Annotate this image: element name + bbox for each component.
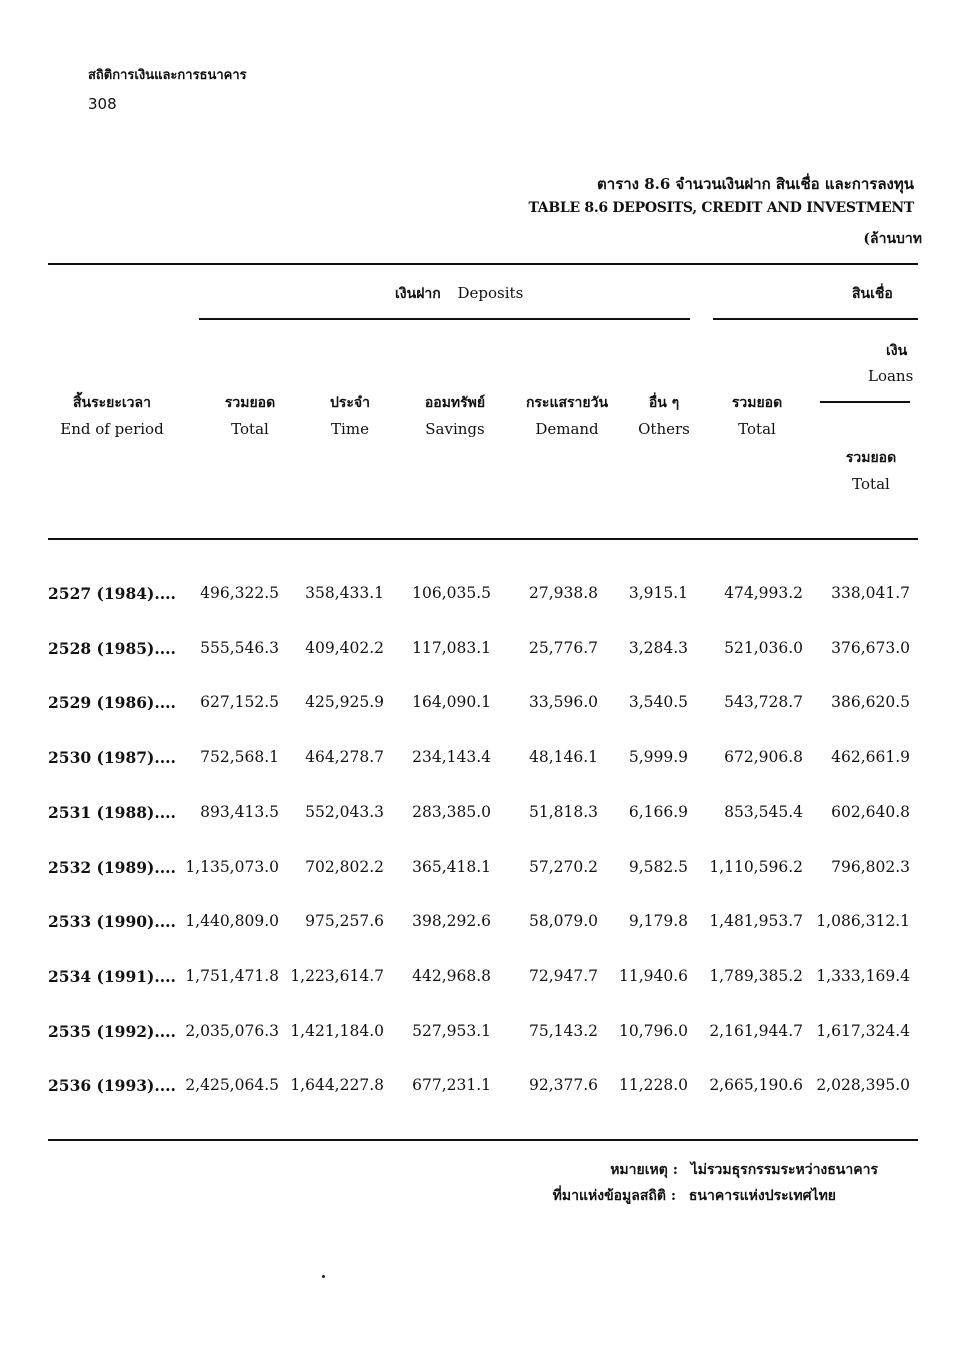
table-title-english: TABLE 8.6 DEPOSITS, CREDIT AND INVESTMENT — [528, 200, 914, 216]
column-header-savings-thai: ออมทรัพย์ — [424, 395, 486, 411]
credit-group-rule — [713, 318, 918, 320]
table-cell: 365,418.1 — [412, 857, 491, 876]
row-period: 2527 (1984).... — [48, 584, 176, 603]
table-cell: 58,079.0 — [528, 912, 598, 931]
remark-line — [610, 1159, 878, 1181]
table-cell: 702,802.2 — [305, 857, 384, 876]
table-cell: 496,322.5 — [200, 584, 279, 602]
table-cell: 796,802.3 — [831, 857, 910, 876]
column-header-loans-total-english: Total — [852, 475, 890, 493]
column-header-savings — [405, 392, 505, 438]
table-cell: 11,940.6 — [618, 966, 688, 985]
column-header-period-english: End of period — [60, 420, 164, 438]
column-header-credit-total — [712, 392, 802, 438]
table-cell: 474,993.2 — [724, 584, 803, 602]
table-cell: 2,028,395.0 — [816, 1076, 910, 1095]
table-cell: 234,143.4 — [412, 748, 491, 767]
table-cell: 853,545.4 — [724, 802, 803, 821]
column-header-loans-total-thai: รวมยอด — [845, 450, 897, 466]
table-cell: 552,043.3 — [305, 802, 384, 821]
deposits-group-rule — [199, 318, 690, 320]
row-period: 2532 (1989).... — [48, 857, 176, 877]
row-period: 2533 (1990).... — [48, 912, 176, 932]
column-header-period — [56, 392, 168, 438]
table-cell: 3,915.1 — [628, 584, 688, 602]
stray-mark — [322, 1275, 325, 1278]
source-text: ธนาคารแห่งประเทศไทย — [688, 1188, 836, 1204]
credit-group-header: สินเชื่อ — [852, 286, 893, 302]
table-cell: 1,481,953.7 — [709, 912, 803, 931]
row-period: 2536 (1993).... — [48, 1076, 176, 1096]
source-label: ที่มาแห่งข้อมูลสถิติ : — [552, 1188, 677, 1204]
table-cell: 1,421,184.0 — [290, 1021, 384, 1040]
table-cell: 6,166.9 — [628, 802, 688, 821]
column-header-time-english: Time — [331, 420, 369, 438]
running-header: สถิติการเงินและการธนาคาร — [88, 68, 247, 83]
column-header-deposits-total-english: Total — [231, 420, 269, 438]
table-cell: 409,402.2 — [305, 638, 384, 657]
table-cell: 627,152.5 — [200, 693, 279, 712]
table-cell: 2,035,076.3 — [185, 1021, 279, 1040]
column-header-savings-english: Savings — [425, 420, 485, 438]
page-number: 308 — [88, 95, 117, 113]
table-header-rule — [48, 538, 918, 540]
table-cell: 3,540.5 — [628, 693, 688, 712]
table-cell: 117,083.1 — [412, 638, 491, 657]
table-cell: 5,999.9 — [628, 748, 688, 767]
loans-subgroup-rule — [820, 401, 910, 403]
table-cell: 2,665,190.6 — [709, 1076, 803, 1095]
column-header-credit-total-english: Total — [738, 420, 776, 438]
column-header-deposits-total — [205, 392, 295, 438]
table-cell: 33,596.0 — [528, 693, 598, 712]
table-cell: 1,110,596.2 — [709, 857, 803, 876]
column-header-deposits-total-thai: รวมยอด — [224, 395, 276, 411]
column-header-demand — [515, 392, 619, 438]
table-cell: 975,257.6 — [305, 912, 384, 931]
row-period: 2530 (1987).... — [48, 748, 176, 768]
row-period: 2531 (1988).... — [48, 802, 176, 822]
table-cell: 442,968.8 — [412, 966, 491, 985]
table-cell: 1,617,324.4 — [816, 1021, 910, 1040]
table-title-thai: ตาราง 8.6 จำนวนเงินฝาก สินเชื่อ และการลงทุน — [597, 175, 914, 193]
table-cell: 1,644,227.8 — [290, 1076, 384, 1095]
row-period: 2528 (1985).... — [48, 638, 176, 658]
table-cell: 11,228.0 — [618, 1076, 688, 1095]
table-cell: 57,270.2 — [528, 857, 598, 876]
table-cell: 106,035.5 — [412, 584, 491, 602]
table-cell: 1,789,385.2 — [709, 966, 803, 985]
column-header-credit-total-thai: รวมยอด — [731, 395, 783, 411]
table-cell: 602,640.8 — [831, 802, 910, 821]
deposits-group-header — [395, 283, 523, 305]
table-cell: 1,333,169.4 — [816, 966, 910, 985]
remark-text: ไม่รวมธุรกรรมระหว่างธนาคาร — [690, 1162, 878, 1178]
table-cell: 1,135,073.0 — [185, 857, 279, 876]
table-cell: 27,938.8 — [528, 584, 598, 602]
column-header-time — [305, 392, 395, 438]
table-cell: 92,377.6 — [528, 1076, 598, 1095]
table-unit: (ล้านบาท — [863, 231, 922, 247]
table-cell: 543,728.7 — [724, 693, 803, 712]
table-cell: 9,179.8 — [628, 912, 688, 931]
table-cell: 72,947.7 — [528, 966, 598, 985]
table-cell: 3,284.3 — [628, 638, 688, 657]
remark-label: หมายเหตุ : — [610, 1162, 678, 1178]
table-cell: 51,818.3 — [528, 802, 598, 821]
column-header-others-thai: อื่น ๆ — [648, 395, 680, 411]
column-header-time-thai: ประจำ — [330, 395, 370, 411]
table-cell: 677,231.1 — [412, 1076, 491, 1095]
table-bottom-rule — [48, 1139, 918, 1141]
table-cell: 752,568.1 — [200, 748, 279, 767]
table-top-rule — [48, 263, 918, 265]
column-header-loans-total — [826, 447, 916, 493]
table-cell: 1,086,312.1 — [816, 912, 910, 931]
column-header-others-english: Others — [638, 420, 690, 438]
table-cell: 338,041.7 — [831, 584, 910, 602]
table-cell: 2,425,064.5 — [185, 1076, 279, 1095]
table-cell: 398,292.6 — [412, 912, 491, 931]
table-cell: 376,673.0 — [831, 638, 910, 657]
table-cell: 521,036.0 — [724, 638, 803, 657]
table-cell: 893,413.5 — [200, 802, 279, 821]
table-cell: 1,440,809.0 — [185, 912, 279, 931]
table-cell: 425,925.9 — [305, 693, 384, 712]
table-cell: 164,090.1 — [412, 693, 491, 712]
column-header-demand-thai: กระแสรายวัน — [525, 395, 609, 411]
table-cell: 48,146.1 — [528, 748, 598, 767]
table-cell: 25,776.7 — [528, 638, 598, 657]
row-period: 2534 (1991).... — [48, 966, 176, 986]
table-cell: 462,661.9 — [831, 748, 910, 767]
table-cell: 10,796.0 — [618, 1021, 688, 1040]
table-cell: 672,906.8 — [724, 748, 803, 767]
loans-subgroup-thai: เงิน — [886, 343, 908, 359]
table-cell: 1,223,614.7 — [290, 966, 384, 985]
row-period: 2535 (1992).... — [48, 1021, 176, 1041]
table-cell: 386,620.5 — [831, 693, 910, 712]
table-cell: 527,953.1 — [412, 1021, 491, 1040]
table-cell: 75,143.2 — [528, 1021, 598, 1040]
table-cell: 1,751,471.8 — [185, 966, 279, 985]
deposits-group-english: Deposits — [457, 284, 524, 302]
column-header-demand-english: Demand — [535, 420, 599, 438]
column-header-others — [628, 392, 700, 438]
table-cell: 464,278.7 — [305, 748, 384, 767]
loans-subgroup-english: Loans — [868, 367, 914, 385]
table-cell: 9,582.5 — [628, 857, 688, 876]
deposits-group-thai: เงินฝาก — [395, 286, 441, 302]
row-period: 2529 (1986).... — [48, 693, 176, 713]
table-cell: 358,433.1 — [305, 584, 384, 602]
source-line — [553, 1185, 836, 1207]
table-cell: 555,546.3 — [200, 638, 279, 657]
table-cell: 2,161,944.7 — [709, 1021, 803, 1040]
column-header-period-thai: สิ้นระยะเวลา — [73, 395, 151, 411]
table-cell: 283,385.0 — [412, 802, 491, 821]
